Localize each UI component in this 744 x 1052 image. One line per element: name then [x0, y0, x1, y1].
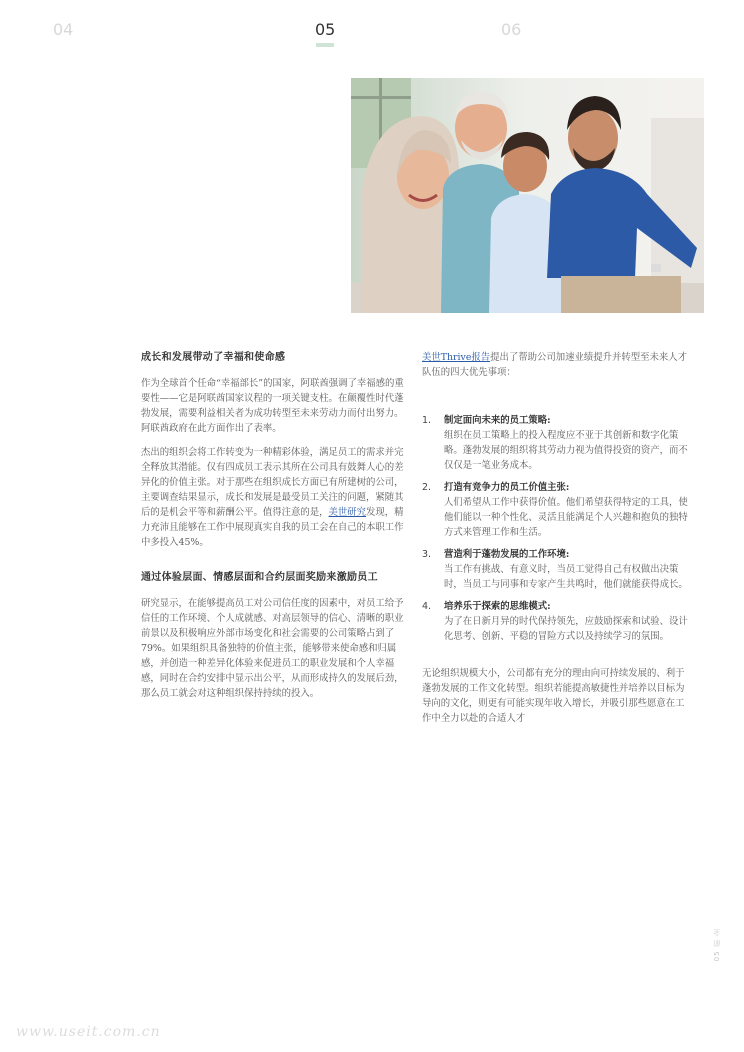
side-section-label: 05 前 全: [713, 928, 721, 962]
priority-title: 培养乐于探索的思维模式:: [444, 601, 551, 612]
mercer-research-link[interactable]: 美世研究: [328, 507, 367, 518]
priority-body: 组织在员工策略上的投入程度应不亚于其创新和数字化策略。蓬勃发展的组织将其劳动力视为值得投资的资产，而不仅仅是一笔业务成本。: [444, 430, 688, 471]
paragraph-happiness: 作为全球首个任命“幸福部长”的国家，阿联酋强调了幸福感的重要性——它是阿联酋国家议程的一项关键支柱。在颠覆性时代蓬勃发展，需要利益相关者为成功转型至未来劳动力而付出努力。阿联酋政府在此方面作出了表率。: [141, 378, 404, 434]
page-number-next[interactable]: 06: [501, 20, 522, 39]
priority-number: 3.: [422, 549, 432, 560]
intro-paragraph: [422, 350, 688, 380]
priority-title: 打造有竞争力的员工价值主张:: [444, 482, 570, 493]
current-page-indicator: [316, 43, 334, 47]
closing-paragraph: 无论组织规模大小，公司都有充分的理由向可持续发展的、利于蓬勃发展的工作文化转型。组织若能提高敏捷性并培养以目标为导向的文化，则更有可能实现年收入增长，并吸引那些愿意在工作中全力以赴的合适人才: [422, 668, 685, 724]
paragraph-research: 研究显示，在能够提高员工对公司信任度的因素中，对员工给予信任的工作环境、个人成就感、对高层领导的信心、清晰的职业前景以及积极响应外部市场变化和社会需要的公司策略占到了79%。如果组织具备独特的价值主张，能够带来使命感和归属感，并创造一种差异化体验来促进员工的职业发展和个人幸福感，同时在合约安排中显示出公平，从而形成持久的发展后劲，那么员工就会对这种组织保持持续的投入。: [141, 598, 404, 699]
page-number-prev[interactable]: 04: [53, 20, 74, 39]
priority-body: 当工作有挑战、有意义时，当员工觉得自己有权做出决策时，当员工与同事和专家产生共鸣时，他们就能获得成长。: [444, 564, 688, 590]
priority-item: [422, 599, 688, 644]
priority-item: [422, 547, 688, 592]
section-heading-growth: 成长和发展带动了幸福和使命感: [141, 352, 286, 363]
priority-number: 2.: [422, 482, 432, 493]
watermark: www.useit.com.cn: [16, 1024, 161, 1040]
priority-item: [422, 413, 688, 473]
priority-number: 4.: [422, 601, 432, 612]
paragraph-experience-text: 杰出的组织会将工作转变为一种精彩体验，满足员工的需求并完全释放其潜能。仅有四成员工表示其所在公司具有鼓舞人心的差异化的价值主张。对于那些在组织成长方面已有所建树的公司，主要调查结果显示，成长和发展是最受员工关注的问题，紧随其后的是机会平等和薪酬公平。值得注意的是，: [141, 447, 404, 518]
family-photo: [351, 78, 704, 313]
priority-item: [422, 480, 688, 540]
priority-number: 1.: [422, 415, 432, 426]
priority-body: 人们希望从工作中获得价值。他们希望获得特定的工具，使他们能以一种个性化、灵活且能满足个人兴趣和抱负的独特方式来管理工作和生活。: [444, 497, 688, 538]
priority-title: 制定面向未来的员工策略:: [444, 415, 551, 426]
paragraph-experience: [141, 445, 409, 550]
priority-title: 营造利于蓬勃发展的工作环境:: [444, 549, 570, 560]
intro-text: 提出了帮助公司加速业绩提升并转型至未来人才队伍的四大优先事项：: [422, 352, 688, 378]
thrive-report-link[interactable]: 美世Thrive报告: [422, 352, 491, 363]
priority-body: 为了在日新月异的时代保持领先，应鼓励探索和试验、设计化思考、创新、平稳的冒险方式以及持续学习的氛围。: [444, 616, 688, 642]
paragraph-experience-text-end: 发现，精力充沛且能够在工作中展现真实自我的员工会在自己的本职工作中多投入45%。: [141, 507, 404, 548]
page-number-current: 05: [315, 20, 336, 39]
left-column: [141, 350, 409, 701]
right-column: [422, 350, 688, 726]
priority-list: [422, 413, 688, 644]
section-heading-motivation: 通过体验层面、情感层面和合约层面奖励来激励员工: [141, 572, 378, 583]
